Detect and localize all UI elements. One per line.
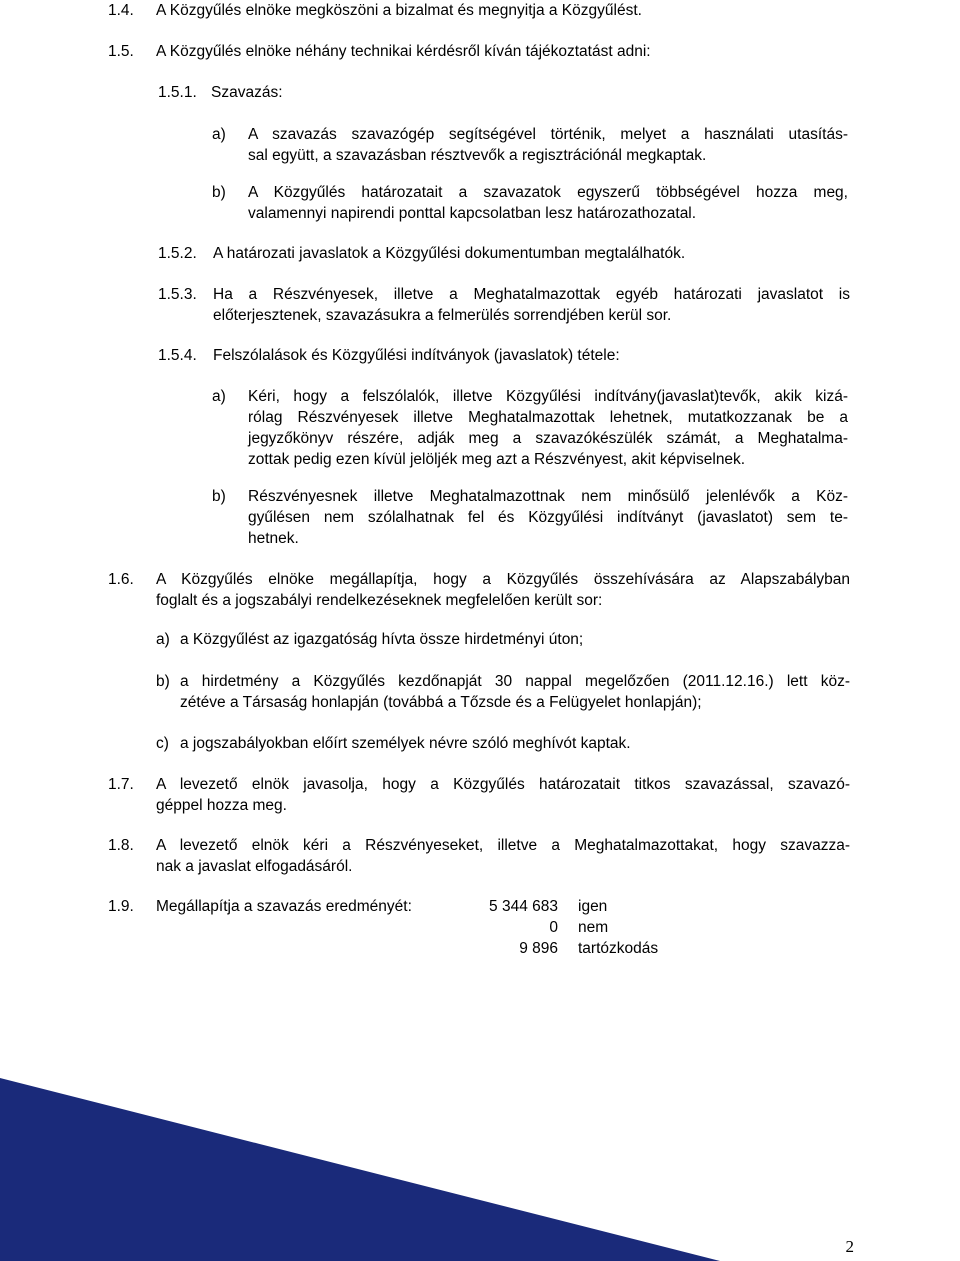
subitem-text: A Közgyűlés határozatait a szavazatok egyszerű többségével hozza meg, valamennyi napirendi ponttal kapcsolatban lesz határozathozatal. [248,184,848,222]
subitem-label: b) [212,184,226,201]
item-text: A Közgyűlés elnöke megállapítja, hogy a Közgyűlés összehívására az Alapszabályban foglalt és a jogszabályi rendelkezéseknek megfelelően került sor: [156,571,850,609]
item-text: A Közgyűlés elnöke néhány technikai kérdésről kíván tájékoztatást adni: [156,43,651,60]
item-title: Felszólalások és Közgyűlési indítványok (javaslatok) tétele: [213,347,620,364]
subitem-label: b) [212,488,226,505]
item-title: Szavazás: [211,84,283,101]
result-word: igen [578,898,608,915]
subitem-text: a hirdetmény a Közgyűlés kezdőnapját 30 nappal megelőzően (2011.12.16.) lett köz- zétéve a Társaság honlapján (továbbá a Tőzsde és a Felügyelet honlapján); [180,673,850,711]
subitem-text: a jogszabályokban előírt személyek névre szóló meghívót kaptak. [180,735,631,752]
results-label: Megállapítja a szavazás eredményét: [156,898,412,915]
subitem-label: a) [156,631,170,648]
subitem-text: Részvényesnek illetve Meghatalmazottnak nem minősülő jelenlévők a Köz- gyűlésen nem szólalhatnak fel és Közgyűlési indítványt (javaslatot) sem te- hetnek. [248,488,848,547]
subitem-label: a) [212,388,226,405]
page-number: 2 [845,1237,854,1256]
result-count: 0 [549,919,558,936]
item-number: 1.5.3. [158,286,197,303]
result-word: nem [578,919,609,936]
item-number: 1.5. [108,43,134,60]
item-text: A levezető elnök javasolja, hogy a Közgyűlés határozatait titkos szavazással, szavazó- géppel hozza meg. [156,776,850,814]
navy-band [0,1078,720,1261]
item-number: 1.9. [108,898,134,915]
item-number: 1.8. [108,837,134,854]
item-text: Ha a Részvényesek, illetve a Meghatalmazottak egyéb határozati javaslatot is előterjesztenek, szavazásukra a felmerülés sorrendjében kerül sor. [213,286,850,324]
result-count: 9 896 [519,940,558,957]
item-number: 1.4. [108,2,134,19]
item-text: A Közgyűlés elnöke megköszöni a bizalmat és megnyitja a Közgyűlést. [156,2,642,19]
item-number: 1.5.1. [158,84,197,101]
subitem-text: A szavazás szavazógép segítségével történik, melyet a használati utasítás- sal együtt, a szavazásban résztvevők a regisztrációnál megkaptak. [248,126,848,164]
subitem-text: a Közgyűlést az igazgatóság hívta össze hirdetményi úton; [180,631,584,648]
result-word: tartózkodás [578,940,659,957]
item-number: 1.5.4. [158,347,197,364]
item-number: 1.5.2. [158,245,197,262]
item-text: A levezető elnök kéri a Részvényeseket, illetve a Meghatalmazottakat, hogy szavazza- nak a javaslat elfogadásáról. [156,837,850,875]
item-number: 1.7. [108,776,134,793]
item-number: 1.6. [108,571,134,588]
subitem-text: Kéri, hogy a felszólalók, illetve Közgyűlési indítvány(javaslat)tevők, akik kizá- rólag Részvényesek illetve Meghatalmazottak lehetnek, mutatkozzanak be a jegyzőkönyv részére, adják meg a szavazókészülék számát, a Meghatalma- zottak pedig ezen kívül jelöljék meg azt a Részvényest, akit képviselnek. [248,388,848,468]
subitem-label: a) [212,126,226,143]
item-text: A határozati javaslatok a Közgyűlési dokumentumban megtalálhatók. [213,245,686,262]
subitem-label: c) [156,735,169,752]
result-count: 5 344 683 [489,898,558,915]
subitem-label: b) [156,673,170,690]
